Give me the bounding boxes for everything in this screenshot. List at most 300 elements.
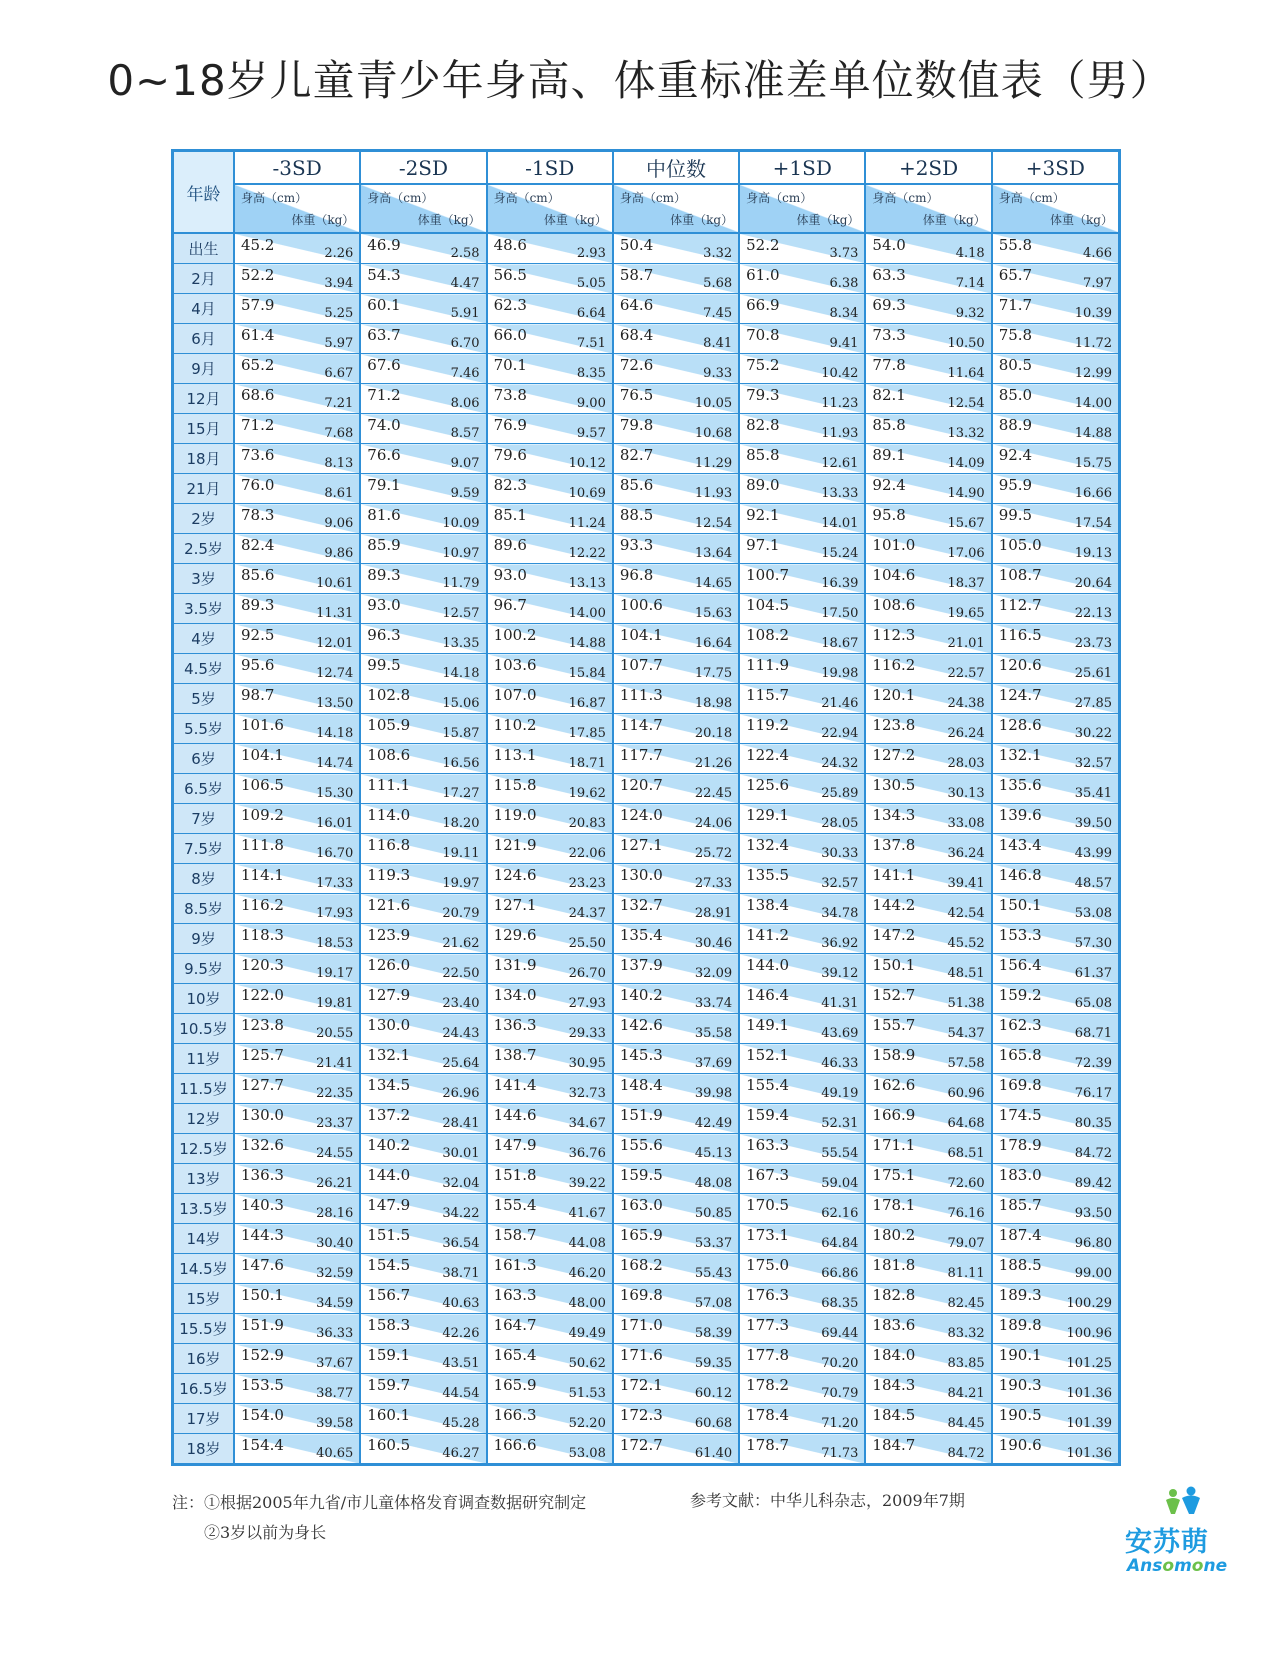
height-value: 158.7 <box>493 1226 537 1244</box>
height-value: 73.6 <box>241 446 275 464</box>
age-cell: 9岁 <box>174 924 234 954</box>
value-cell <box>487 504 613 534</box>
weight-value: 15.63 <box>694 606 733 621</box>
weight-value: 52.20 <box>568 1416 606 1431</box>
value-cell <box>360 444 486 474</box>
height-value: 85.9 <box>367 536 401 554</box>
height-value: 165.8 <box>998 1046 1042 1064</box>
height-value: 66.9 <box>746 296 780 314</box>
value-cell <box>613 1314 739 1344</box>
value-cell <box>234 233 360 264</box>
weight-value: 12.22 <box>568 546 606 561</box>
weight-value: 16.70 <box>316 846 354 861</box>
height-value: 108.7 <box>998 566 1042 584</box>
height-value: 138.4 <box>746 896 790 914</box>
value-cell <box>992 1014 1118 1044</box>
weight-value: 60.68 <box>694 1416 733 1431</box>
weight-value: 14.00 <box>1074 396 1112 411</box>
value-cell <box>613 1374 739 1404</box>
height-value: 177.3 <box>746 1316 790 1334</box>
weight-value: 18.37 <box>947 576 985 591</box>
height-value: 122.4 <box>746 746 790 764</box>
value-cell <box>613 924 739 954</box>
height-value: 134.5 <box>367 1076 411 1094</box>
value-cell <box>992 954 1118 984</box>
value-cell <box>739 1344 865 1374</box>
age-cell: 15.5岁 <box>174 1314 234 1344</box>
reference: 参考文献：中华儿科杂志，2009年7期 <box>690 1491 965 1510</box>
weight-value: 20.83 <box>568 816 606 831</box>
height-value: 100.2 <box>493 626 537 644</box>
value-cell <box>865 534 991 564</box>
weight-value: 30.33 <box>821 846 859 861</box>
height-value: 130.5 <box>872 776 916 794</box>
value-cell <box>487 834 613 864</box>
height-value: 77.8 <box>872 356 906 374</box>
age-cell: 2月 <box>174 264 234 294</box>
height-value: 167.3 <box>746 1166 790 1184</box>
weight-value: 23.40 <box>442 996 480 1011</box>
weight-value: 13.13 <box>568 576 606 591</box>
weight-value: 96.80 <box>1074 1236 1112 1251</box>
height-value: 98.7 <box>241 686 275 704</box>
weight-value: 46.27 <box>442 1446 480 1461</box>
weight-value: 59.04 <box>821 1176 859 1191</box>
height-value: 158.9 <box>872 1046 916 1064</box>
value-cell <box>234 804 360 834</box>
weight-value: 41.67 <box>568 1206 606 1221</box>
table-row <box>174 1254 1118 1284</box>
value-cell <box>739 264 865 294</box>
height-value: 154.4 <box>241 1436 284 1454</box>
value-cell <box>360 504 486 534</box>
height-value: 144.0 <box>367 1166 411 1184</box>
height-value: 124.0 <box>619 806 663 824</box>
age-cell: 9月 <box>174 354 234 384</box>
weight-value: 11.24 <box>568 516 606 531</box>
weight-value: 71.20 <box>821 1416 859 1431</box>
weight-value: 34.59 <box>316 1296 354 1311</box>
value-cell <box>992 864 1118 894</box>
weight-value: 33.74 <box>694 996 733 1011</box>
value-cell <box>739 714 865 744</box>
value-cell <box>613 233 739 264</box>
table-row <box>174 233 1118 264</box>
unit-header <box>613 184 739 233</box>
weight-value: 19.13 <box>1074 546 1112 561</box>
height-value: 82.3 <box>493 476 527 494</box>
value-cell <box>865 474 991 504</box>
weight-value: 25.50 <box>568 936 606 951</box>
table-row <box>174 1074 1118 1104</box>
value-cell <box>360 384 486 414</box>
weight-value: 21.26 <box>694 756 733 771</box>
weight-value: 17.85 <box>568 726 606 741</box>
weight-value: 49.49 <box>568 1326 606 1341</box>
weight-value: 13.64 <box>694 546 733 561</box>
weight-value: 21.46 <box>821 696 859 711</box>
height-value: 178.2 <box>746 1376 790 1394</box>
value-cell <box>992 924 1118 954</box>
value-cell <box>865 1254 991 1284</box>
height-value: 136.3 <box>241 1166 284 1184</box>
table-row <box>174 954 1118 984</box>
height-value: 71.2 <box>241 416 275 434</box>
height-value: 65.2 <box>241 356 275 374</box>
height-value: 73.8 <box>493 386 527 404</box>
value-cell <box>739 624 865 654</box>
value-cell <box>487 1254 613 1284</box>
weight-value: 55.54 <box>821 1146 859 1161</box>
weight-value: 7.68 <box>324 426 354 441</box>
weight-value: 18.98 <box>694 696 733 711</box>
value-cell <box>613 414 739 444</box>
weight-value: 10.69 <box>568 486 606 501</box>
weight-value: 49.19 <box>821 1086 859 1101</box>
height-unit-label: 身高（cm） <box>241 191 308 205</box>
value-cell <box>992 324 1118 354</box>
weight-value: 83.85 <box>947 1356 985 1371</box>
height-value: 104.1 <box>619 626 663 644</box>
weight-value: 39.12 <box>821 966 859 981</box>
value-cell <box>234 564 360 594</box>
age-cell: 12月 <box>174 384 234 414</box>
value-cell <box>487 1134 613 1164</box>
weight-value: 10.68 <box>694 426 733 441</box>
table-row <box>174 804 1118 834</box>
height-unit-label: 身高（cm） <box>746 191 813 205</box>
weight-value: 4.18 <box>955 246 985 261</box>
value-cell <box>992 1404 1118 1434</box>
value-cell <box>234 624 360 654</box>
height-value: 116.5 <box>998 626 1042 644</box>
height-unit-label: 身高（cm） <box>493 191 560 205</box>
value-cell <box>234 324 360 354</box>
weight-value: 79.07 <box>947 1236 985 1251</box>
weight-value: 11.93 <box>694 486 733 501</box>
height-value: 85.8 <box>872 416 906 434</box>
weight-value: 34.67 <box>568 1116 606 1131</box>
weight-value: 57.58 <box>947 1056 985 1071</box>
value-cell <box>234 954 360 984</box>
value-cell <box>613 1224 739 1254</box>
height-value: 180.2 <box>872 1226 916 1244</box>
height-value: 148.4 <box>619 1076 663 1094</box>
age-cell: 16岁 <box>174 1344 234 1374</box>
value-cell <box>234 1344 360 1374</box>
value-cell <box>613 474 739 504</box>
table-row <box>174 714 1118 744</box>
people-logo-icon <box>1163 1486 1203 1518</box>
height-value: 105.0 <box>998 536 1042 554</box>
table-row <box>174 1344 1118 1374</box>
weight-value: 25.61 <box>1074 666 1112 681</box>
weight-value: 9.00 <box>576 396 606 411</box>
height-value: 154.5 <box>367 1256 411 1274</box>
height-value: 123.8 <box>872 716 916 734</box>
weight-value: 19.98 <box>821 666 859 681</box>
height-value: 169.8 <box>619 1286 663 1304</box>
height-value: 184.5 <box>872 1406 916 1424</box>
height-value: 100.6 <box>619 596 663 614</box>
age-cell: 6岁 <box>174 744 234 774</box>
value-cell <box>992 894 1118 924</box>
height-value: 85.1 <box>493 506 527 524</box>
value-cell <box>487 1314 613 1344</box>
weight-value: 11.23 <box>821 396 859 411</box>
height-value: 56.5 <box>493 266 527 284</box>
weight-value: 69.44 <box>821 1326 859 1341</box>
value-cell <box>992 714 1118 744</box>
weight-value: 5.91 <box>450 306 480 321</box>
age-cell: 15岁 <box>174 1284 234 1314</box>
weight-value: 32.59 <box>316 1266 354 1281</box>
height-value: 178.4 <box>746 1406 790 1424</box>
height-value: 60.1 <box>367 296 401 314</box>
height-value: 144.0 <box>746 956 790 974</box>
height-value: 122.0 <box>241 986 284 1004</box>
weight-value: 23.23 <box>568 876 606 891</box>
height-value: 72.6 <box>619 356 654 374</box>
height-value: 166.3 <box>493 1406 537 1424</box>
height-value: 155.6 <box>619 1136 663 1154</box>
weight-unit-label: 体重（kg） <box>1050 213 1113 227</box>
value-cell <box>487 1434 613 1464</box>
weight-value: 57.08 <box>694 1296 733 1311</box>
weight-value: 22.13 <box>1074 606 1112 621</box>
value-cell <box>992 1164 1118 1194</box>
weight-value: 20.18 <box>694 726 733 741</box>
height-value: 185.7 <box>998 1196 1042 1214</box>
value-cell <box>992 294 1118 324</box>
weight-value: 10.09 <box>442 516 480 531</box>
value-cell <box>360 414 486 444</box>
value-cell <box>865 984 991 1014</box>
height-value: 50.4 <box>619 236 654 254</box>
value-cell <box>739 1374 865 1404</box>
weight-value: 43.69 <box>821 1026 859 1041</box>
weight-value: 8.34 <box>829 306 859 321</box>
height-value: 67.6 <box>367 356 401 374</box>
height-value: 165.9 <box>493 1376 537 1394</box>
weight-value: 48.08 <box>694 1176 733 1191</box>
height-value: 144.3 <box>241 1226 284 1244</box>
value-cell <box>487 384 613 414</box>
height-value: 187.4 <box>998 1226 1042 1244</box>
value-cell <box>360 564 486 594</box>
weight-value: 12.61 <box>821 456 859 471</box>
value-cell <box>487 324 613 354</box>
weight-value: 36.24 <box>947 846 985 861</box>
height-value: 163.3 <box>493 1286 537 1304</box>
value-cell <box>992 354 1118 384</box>
height-value: 175.0 <box>746 1256 790 1274</box>
height-value: 46.9 <box>367 236 401 254</box>
value-cell <box>234 1284 360 1314</box>
weight-value: 2.58 <box>450 246 480 261</box>
height-value: 73.3 <box>872 326 906 344</box>
weight-value: 84.45 <box>947 1416 985 1431</box>
table-row <box>174 264 1118 294</box>
age-cell: 3.5岁 <box>174 594 234 624</box>
weight-value: 33.08 <box>947 816 985 831</box>
age-cell: 5岁 <box>174 684 234 714</box>
value-cell <box>992 1194 1118 1224</box>
value-cell <box>865 294 991 324</box>
weight-value: 9.59 <box>450 486 480 501</box>
value-cell <box>992 654 1118 684</box>
height-value: 107.7 <box>619 656 663 674</box>
value-cell <box>739 834 865 864</box>
height-value: 152.1 <box>746 1046 790 1064</box>
weight-value: 6.38 <box>829 276 859 291</box>
table-row <box>174 1134 1118 1164</box>
value-cell <box>992 744 1118 774</box>
weight-value: 68.51 <box>947 1146 985 1161</box>
value-cell <box>487 414 613 444</box>
value-cell <box>487 264 613 294</box>
weight-value: 7.51 <box>576 336 606 351</box>
age-cell: 18月 <box>174 444 234 474</box>
height-value: 131.9 <box>493 956 537 974</box>
weight-value: 10.50 <box>947 336 985 351</box>
value-cell <box>360 1254 486 1284</box>
weight-value: 16.66 <box>1074 486 1112 501</box>
height-value: 190.1 <box>998 1346 1042 1364</box>
height-value: 48.6 <box>493 236 527 254</box>
table-row <box>174 384 1118 414</box>
weight-value: 8.35 <box>576 366 606 381</box>
weight-value: 10.61 <box>316 576 354 591</box>
height-value: 135.4 <box>619 926 663 944</box>
weight-value: 32.57 <box>1074 756 1112 771</box>
height-value: 171.1 <box>872 1136 916 1154</box>
weight-value: 93.50 <box>1074 1206 1112 1221</box>
height-value: 178.1 <box>872 1196 916 1214</box>
weight-value: 17.27 <box>442 786 480 801</box>
height-value: 153.5 <box>241 1376 284 1394</box>
value-cell <box>234 1134 360 1164</box>
value-cell <box>865 1314 991 1344</box>
height-value: 173.1 <box>746 1226 790 1244</box>
value-cell <box>992 594 1118 624</box>
height-value: 144.2 <box>872 896 916 914</box>
weight-value: 71.73 <box>821 1446 859 1461</box>
unit-header <box>992 184 1118 233</box>
weight-value: 5.97 <box>324 336 354 351</box>
weight-value: 17.54 <box>1074 516 1112 531</box>
value-cell <box>234 1104 360 1134</box>
height-value: 68.6 <box>241 386 275 404</box>
weight-value: 5.68 <box>703 276 733 291</box>
weight-value: 9.32 <box>955 306 985 321</box>
value-cell <box>613 1104 739 1134</box>
table-row <box>174 1194 1118 1224</box>
value-cell <box>613 1074 739 1104</box>
weight-value: 19.97 <box>442 876 480 891</box>
sd-header: +2SD <box>865 152 991 184</box>
table-row <box>174 294 1118 324</box>
value-cell <box>234 1014 360 1044</box>
weight-value: 9.07 <box>450 456 480 471</box>
height-value: 61.4 <box>241 326 275 344</box>
weight-value: 30.01 <box>442 1146 480 1161</box>
weight-value: 22.35 <box>316 1086 354 1101</box>
height-value: 123.9 <box>367 926 411 944</box>
value-cell <box>739 564 865 594</box>
value-cell <box>739 1254 865 1284</box>
weight-value: 100.29 <box>1066 1296 1112 1311</box>
height-value: 184.0 <box>872 1346 916 1364</box>
weight-value: 18.53 <box>316 936 354 951</box>
height-value: 132.1 <box>367 1046 411 1064</box>
table-row <box>174 624 1118 654</box>
height-value: 147.9 <box>367 1196 411 1214</box>
weight-value: 16.56 <box>442 756 480 771</box>
height-value: 111.8 <box>241 836 284 854</box>
height-value: 127.2 <box>872 746 916 764</box>
age-cell: 11岁 <box>174 1044 234 1074</box>
weight-value: 42.26 <box>442 1326 480 1341</box>
weight-value: 8.57 <box>450 426 480 441</box>
value-cell <box>613 654 739 684</box>
height-value: 111.3 <box>619 686 663 704</box>
value-cell <box>360 1284 486 1314</box>
height-value: 108.6 <box>367 746 411 764</box>
weight-value: 7.45 <box>703 306 733 321</box>
weight-value: 65.08 <box>1074 996 1112 1011</box>
height-value: 62.3 <box>493 296 527 314</box>
value-cell <box>865 924 991 954</box>
value-cell <box>234 924 360 954</box>
table-row <box>174 1164 1118 1194</box>
note-2: ②3岁以前为身长 <box>204 1523 327 1542</box>
value-cell <box>487 474 613 504</box>
value-cell <box>613 264 739 294</box>
weight-value: 72.39 <box>1074 1056 1112 1071</box>
value-cell <box>865 624 991 654</box>
weight-value: 101.36 <box>1066 1446 1112 1461</box>
weight-value: 45.13 <box>694 1146 733 1161</box>
height-value: 74.0 <box>367 416 401 434</box>
value-cell <box>992 1224 1118 1254</box>
weight-value: 53.37 <box>694 1236 733 1251</box>
value-cell <box>992 984 1118 1014</box>
value-cell <box>865 1014 991 1044</box>
value-cell <box>360 1134 486 1164</box>
weight-value: 14.88 <box>568 636 606 651</box>
sd-header: -3SD <box>234 152 360 184</box>
weight-value: 25.72 <box>694 846 733 861</box>
height-value: 85.6 <box>619 476 654 494</box>
height-value: 119.3 <box>367 866 411 884</box>
height-value: 110.2 <box>493 716 537 734</box>
height-value: 111.1 <box>367 776 411 794</box>
weight-value: 12.57 <box>442 606 480 621</box>
table-row <box>174 1404 1118 1434</box>
height-value: 82.4 <box>241 536 275 554</box>
weight-value: 64.68 <box>947 1116 985 1131</box>
weight-value: 14.74 <box>316 756 354 771</box>
age-cell: 8岁 <box>174 864 234 894</box>
height-value: 114.7 <box>619 716 663 734</box>
height-value: 120.1 <box>872 686 916 704</box>
value-cell <box>234 744 360 774</box>
height-value: 79.3 <box>746 386 780 404</box>
height-value: 92.4 <box>998 446 1033 464</box>
value-cell <box>739 924 865 954</box>
value-cell <box>487 444 613 474</box>
